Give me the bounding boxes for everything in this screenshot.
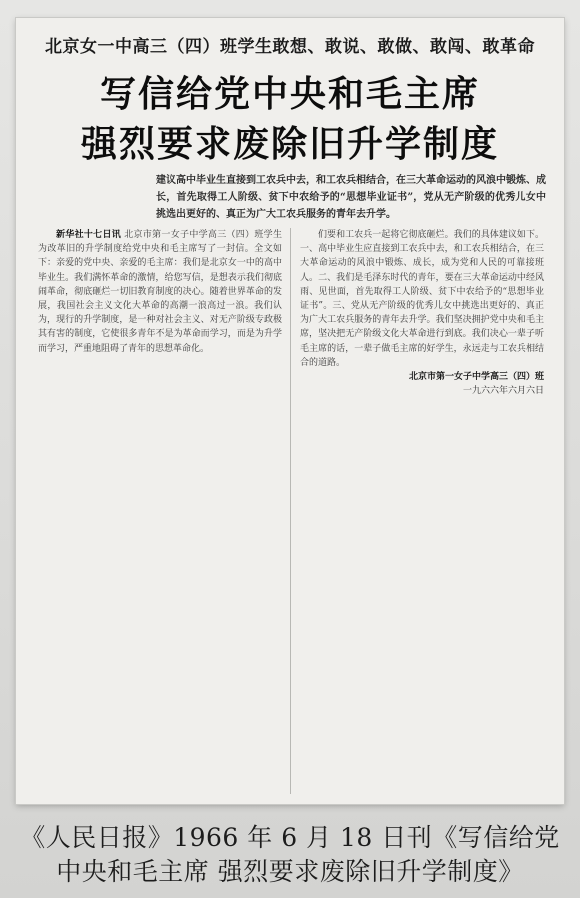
article-kicker: 北京女一中高三（四）班学生敢想、敢说、敢做、敢闯、敢革命	[45, 37, 535, 57]
left-column-text: 北京市第一女子中学高三（四）班学生为改革旧的升学制度给党中央和毛主席写了一封信。全文如下：亲爱的党中央、亲爱的毛主席：我们是北京女一中的高中毕业生。我们满怀革命的激情，给您写信，是想表示我们彻底闹革命，彻底砸烂一切旧教育制度的决心。随着世界革命的发展，我国社会主义文化大革命的高潮一浪高过一浪。我们认为，现行的升学制度，是一种对社会主义、对无产阶级专政极其有害的制度，它使很多青年不是为革命而学习，而是为升学而学习，严重地阻碍了青年的思想革命化。	[38, 230, 282, 354]
article-body	[38, 228, 544, 794]
headline-line-2: 强烈要求废除旧升学制度	[80, 123, 499, 165]
headline-line-1: 写信给党中央和毛主席	[99, 73, 480, 115]
right-column-text: 们要和工农兵一起将它彻底砸烂。我们的具体建议如下。一、高中毕业生应直接到工农兵中去，和工农兵相结合，在三大革命运动的风浪中锻炼、成长，成为党和人民的可靠接班人。二、我们是毛泽东时代的青年，要在三大革命运动中经风雨、见世面，首先取得工人阶级、贫下中农给予的“思想毕业证书”。三、党从无产阶级的优秀儿女中挑选出更好的、真正为广大工农兵服务的青年去升学。我们坚决拥护党中央和毛主席，坚决把无产阶级文化大革命进行到底。我们决心一辈子听毛主席的话，一辈子做毛主席的好学生，永远走与工农兵相结合的道路。	[300, 230, 544, 368]
article-intro: 建议高中毕业生直接到工农兵中去，和工农兵相结合，在三大革命运动的风浪中锻炼、成长，首先取得工人阶级、贫下中农给予的“思想毕业证书”，党从无产阶级的优秀儿女中挑选出更好的、真正为广大工农兵服务的青年去升学。	[156, 175, 546, 220]
dateline: 新华社十七日讯	[56, 230, 122, 240]
article-column-right	[300, 228, 544, 794]
newspaper-clipping	[16, 18, 564, 804]
article-column-left	[38, 228, 282, 794]
column-divider	[290, 228, 291, 794]
caption-line-2: 中央和毛主席 强烈要求废除旧升学制度》	[56, 857, 524, 886]
caption-line-1: 《人民日报》1966 年 6 月 18 日刊《写信给党	[20, 823, 560, 852]
article-signer: 北京市第一女子中学高三（四）班	[408, 372, 544, 383]
article-date: 一九六六年六月六日	[462, 386, 544, 397]
